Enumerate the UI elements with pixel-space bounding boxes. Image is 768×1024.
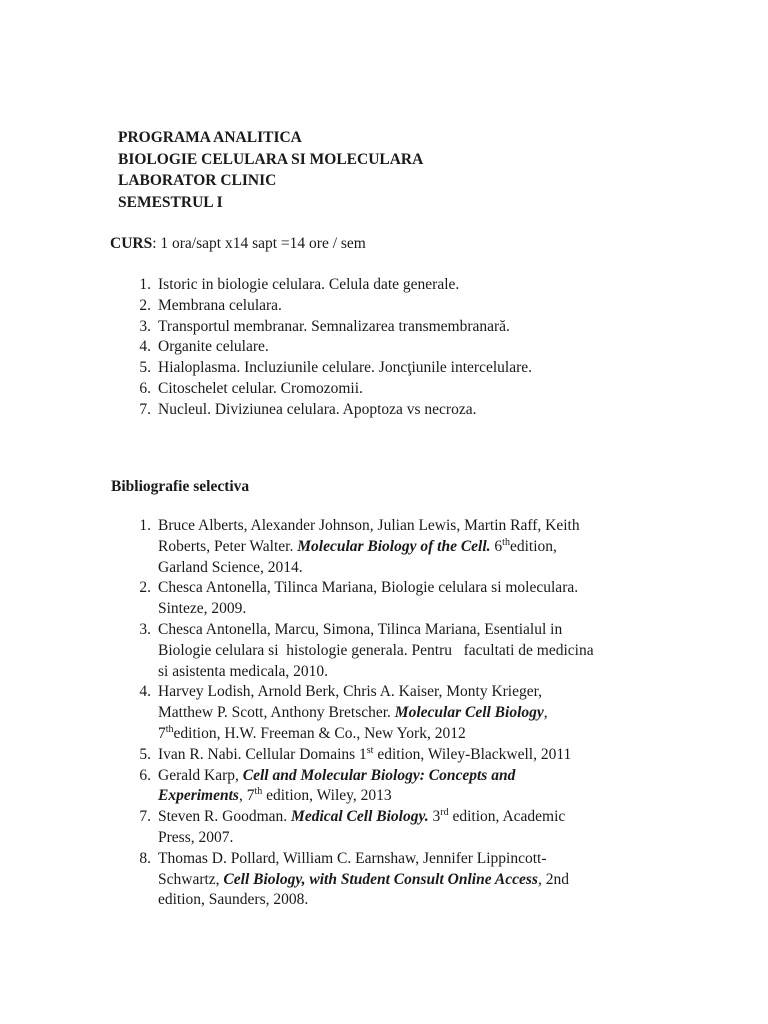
bib-text: , 2nd <box>537 870 569 888</box>
bibliography-title: Bibliografie selectiva <box>111 478 250 495</box>
bib-text: 3 <box>428 808 441 826</box>
bib-text: 7 <box>158 724 166 742</box>
bib-text: Matthew P. Scott, Anthony Bretscher. <box>158 704 395 722</box>
bibliography-item: 4. Harvey Lodish, Arnold Berk, Chris A. Kaiser, Monty Krieger, Matthew P. Scott, Anthony Bretscher. Molecular Cell Biology, 7thedition, H.W. Freeman & Co., New York, 2012 <box>111 682 671 744</box>
bib-line <box>158 537 671 558</box>
course-hours-text: : 1 ora/sapt x14 sapt =14 ore / sem <box>152 235 366 252</box>
bib-text: edition, Wiley-Blackwell, 2011 <box>373 745 572 763</box>
bib-line: Harvey Lodish, Arnold Berk, Chris A. Kaiser, Monty Krieger, <box>158 683 543 701</box>
bib-book-title: Medical Cell Biology. <box>291 808 429 826</box>
bib-book-title: Molecular Biology of the Cell. <box>297 537 491 555</box>
topic-item: 7. Nucleul. Diviziunea celulara. Apoptoza vs necroza. <box>139 400 477 418</box>
topic-text: Membrana celulara. <box>158 296 282 314</box>
header-lab-name: LABORATOR CLINIC <box>118 172 277 189</box>
bibliography-item: 3. Chesca Antonella, Marcu, Simona, Tilinca Mariana, Esentialul in Biologie celulara si histologie generala. Pentru facultati de medicina si asistenta medicala, 2010. <box>111 620 671 682</box>
bib-text: Gerald Karp, <box>158 766 243 784</box>
bib-line: Sinteze, 2009. <box>158 600 247 618</box>
bib-text: edition, Academic <box>448 808 566 826</box>
topic-item: 3. Transportul membranar. Semnalizarea transmembranară. <box>139 317 510 335</box>
bib-superscript: rd <box>440 807 449 819</box>
header-semester: SEMESTRUL I <box>118 193 223 211</box>
course-label: CURS <box>110 235 153 252</box>
bib-line: Press, 2007. <box>158 828 234 846</box>
bib-book-title: Molecular Cell Biology <box>394 704 544 722</box>
bib-line <box>158 786 671 807</box>
bibliography-list <box>111 516 671 911</box>
bib-superscript: th <box>254 786 263 798</box>
bib-line: si asistenta medicala, 2010. <box>158 662 329 680</box>
topic-item: 1. Istoric in biologie celulara. Celula date generale. <box>139 276 460 293</box>
bibliography-item: 2. Chesca Antonella, Tilinca Mariana, Biologie celulara si moleculara. Sinteze, 2009. <box>111 578 671 620</box>
bib-text: Schwartz, <box>158 870 224 888</box>
bib-text: 6 <box>490 537 503 555</box>
topics-list <box>111 275 671 421</box>
bib-line <box>158 807 671 828</box>
bib-text: , <box>543 704 548 722</box>
topic-text: Nucleul. Diviziunea celulara. Apoptoza vs necroza. <box>158 400 477 418</box>
bibliography-item: 6. Gerald Karp, Cell and Molecular Biology: Concepts and Experiments, 7th edition, Wiley, 2013 <box>111 766 671 808</box>
topic-item: 5. Hialoplasma. Incluziunile celulare. Joncţiunile intercelulare. <box>139 359 532 377</box>
bib-superscript: th <box>165 723 174 735</box>
bib-line: Thomas D. Pollard, William C. Earnshaw, Jennifer Lippincott- <box>158 849 547 867</box>
bib-text: Steven R. Goodman. <box>158 808 292 826</box>
topic-item: 4. Organite celulare. <box>139 338 269 356</box>
document-header <box>118 127 423 213</box>
bib-superscript: th <box>502 536 510 548</box>
bib-line: Biologie celulara si histologie generala. Pentru facultati de medicina <box>158 641 594 659</box>
topic-item: 2. Membrana celulara. <box>139 296 282 314</box>
bib-superscript: st <box>366 744 374 756</box>
bib-book-title: Cell and Molecular Biology: Concepts and <box>242 766 516 784</box>
bib-line <box>158 745 671 766</box>
bib-text: edition, <box>509 537 557 555</box>
bib-line: Garland Science, 2014. <box>158 558 303 576</box>
bib-text: edition, H.W. Freeman & Co., New York, 2012 <box>173 724 466 742</box>
bib-line: Bruce Alberts, Alexander Johnson, Julian Lewis, Martin Raff, Keith <box>158 517 580 534</box>
bib-text: , 7 <box>238 787 255 805</box>
bib-line: edition, Saunders, 2008. <box>158 891 309 909</box>
bib-book-title: Cell Biology, with Student Consult Online Access <box>223 870 538 888</box>
topic-text: Hialoplasma. Incluziunile celulare. Joncţiunile intercelulare. <box>158 359 532 377</box>
bib-text: Roberts, Peter Walter. <box>158 537 298 555</box>
topic-text: Citoschelet celular. Cromozomii. <box>158 379 363 397</box>
topic-text: Istoric in biologie celulara. Celula date generale. <box>158 276 460 293</box>
bib-line: Chesca Antonella, Marcu, Simona, Tilinca Mariana, Esentialul in <box>158 620 563 638</box>
bibliography-item: 7. Steven R. Goodman. Medical Cell Biology. 3rd edition, Academic Press, 2007. <box>111 807 671 849</box>
bibliography-item: 5. Ivan R. Nabi. Cellular Domains 1st edition, Wiley-Blackwell, 2011 <box>111 745 671 766</box>
topic-item: 6. Citoschelet celular. Cromozomii. <box>139 379 363 397</box>
bib-text: Ivan R. Nabi. Cellular Domains 1 <box>158 745 367 763</box>
bibliography-item: 1. Bruce Alberts, Alexander Johnson, Julian Lewis, Martin Raff, Keith Roberts, Peter Walter. Molecular Biology of the Cell. 6thedition, Garland Science, 2014. <box>111 516 671 578</box>
bib-text: edition, Wiley, 2013 <box>262 787 392 805</box>
bib-line <box>158 724 671 745</box>
bib-line: Chesca Antonella, Tilinca Mariana, Biologie celulara si moleculara. <box>158 579 579 597</box>
bib-line <box>158 703 671 724</box>
bib-line <box>158 870 671 891</box>
bib-line <box>158 766 671 787</box>
bibliography-item: 8. Thomas D. Pollard, William C. Earnshaw, Jennifer Lippincott- Schwartz, Cell Biology, with Student Consult Online Access, 2nd edition, Saunders, 2008. <box>111 849 671 911</box>
topic-text: Organite celulare. <box>158 338 269 356</box>
header-program-title: PROGRAMA ANALITICA <box>118 129 302 146</box>
header-course-name: BIOLOGIE CELULARA SI MOLECULARA <box>118 150 424 168</box>
course-hours-line <box>110 233 366 254</box>
topic-text: Transportul membranar. Semnalizarea transmembranară. <box>158 317 510 335</box>
bib-book-title: Experiments <box>158 787 239 805</box>
